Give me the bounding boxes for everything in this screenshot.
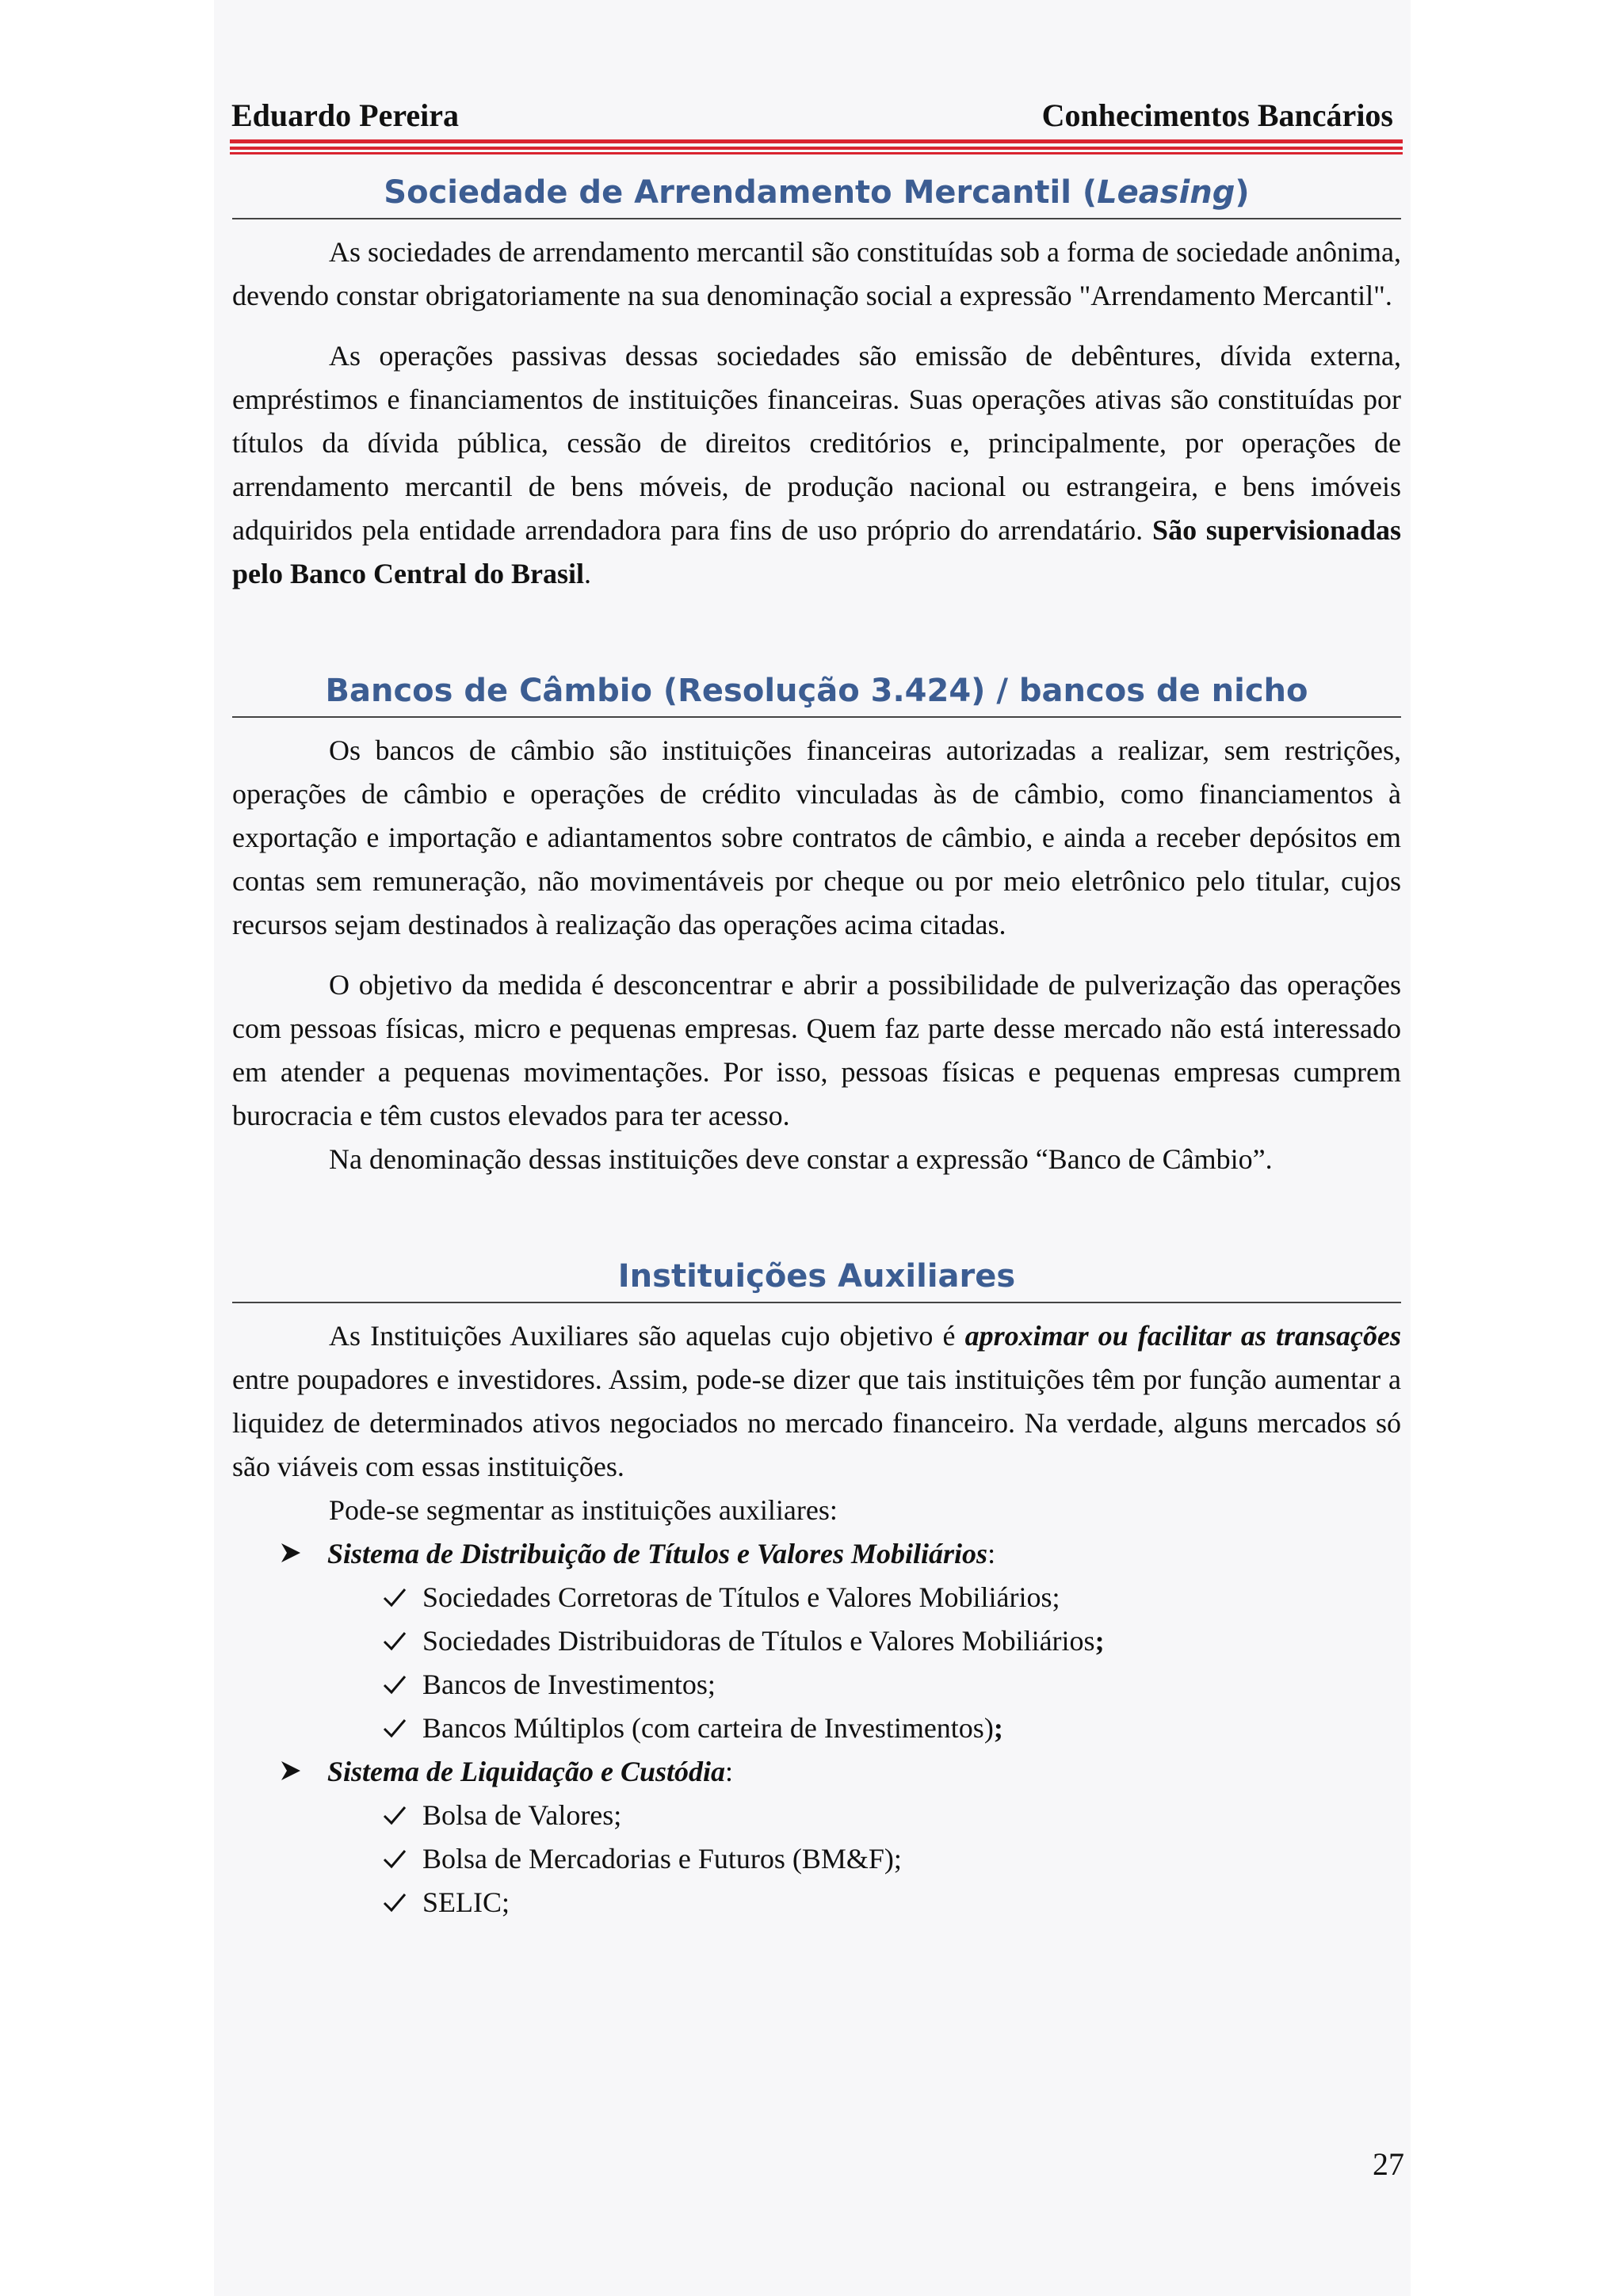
list-group-distribuicao xyxy=(232,1532,1401,1576)
cambio-paragraph-1: Os bancos de câmbio são instituições financeiras autorizadas a realizar, sem restrições, operações de câmbio e operações de crédito vinculadas às de câmbio, como financiamentos à exportação e importação e adiantamentos sobre contratos de câmbio, e ainda a receber depósitos em contas sem remuneração, não movimentáveis por cheque ou por meio eletrônico pelo titular, cujos recursos sejam destinados à realização das operações acima citadas. xyxy=(232,734,1401,940)
checkmark-icon xyxy=(383,1718,407,1738)
section-spacer xyxy=(232,596,1401,669)
list-item-text: Bolsa de Mercadorias e Futuros (BM&F); xyxy=(422,1843,902,1875)
section-title-leasing-text: Sociedade de Arrendamento Mercantil ( xyxy=(384,174,1098,211)
section-title-auxiliares: Instituições Auxiliares xyxy=(232,1254,1401,1303)
auxiliares-paragraph-1-start: As Instituições Auxiliares são aquelas cujo objetivo é xyxy=(329,1320,965,1352)
checkmark-icon xyxy=(383,1587,407,1608)
list-item-text: SELIC; xyxy=(422,1886,510,1918)
section-title-leasing xyxy=(232,170,1401,219)
checkmark-icon xyxy=(383,1630,407,1651)
list-item xyxy=(232,1576,1401,1619)
header-rule-bottom xyxy=(230,152,1403,154)
section-spacer xyxy=(232,1181,1401,1254)
list-group-suffix: : xyxy=(987,1538,996,1569)
header-book-title: Conhecimentos Bancários xyxy=(1041,97,1393,133)
list-item xyxy=(232,1619,1401,1663)
list-item xyxy=(232,1794,1401,1837)
list-item-bold-end: ; xyxy=(993,1712,1003,1744)
section-title-cambio: Bancos de Câmbio (Resolução 3.424) / bancos de nicho xyxy=(232,669,1401,718)
auxiliares-paragraph-2: Pode-se segmentar as instituições auxiliares: xyxy=(329,1494,838,1526)
leasing-paragraph-2-bold: São supervisionadas pelo Banco Central do Brasil xyxy=(232,514,1402,589)
list-item-text: Bancos de Investimentos; xyxy=(422,1669,716,1700)
list-item xyxy=(232,1663,1401,1707)
cambio-paragraph-2: O objetivo da medida é desconcentrar e abrir a possibilidade de pulverização das operações com pessoas físicas, micro e pequenas empresas. Quem faz parte desse mercado não está interessado em atender a pequenas movimentações. Por isso, pessoas físicas e pequenas empresas cumprem burocracia e têm custos elevados para ter acesso. xyxy=(232,969,1401,1131)
leasing-paragraph-2-text: As operações passivas dessas sociedades são emissão de debêntures, dívida externa, empréstimos e financiamentos de instituições financeiras. Suas operações ativas são constituídas por títulos da dívida pública, cessão de direitos creditórios e, principalmente, por operações de arrendamento mercantil de bens móveis, de produção nacional ou estrangeira, e bens imóveis adquiridos pela entidade arrendadora para fins de uso próprio do arrendatário. xyxy=(232,340,1401,546)
header-author: Eduardo Pereira xyxy=(231,97,460,133)
list-item-text: Sociedades Distribuidoras de Títulos e Valores Mobiliários xyxy=(422,1625,1095,1657)
arrow-bullet-icon xyxy=(280,1542,302,1564)
auxiliares-paragraph-1 xyxy=(232,1314,1401,1489)
header-rule-middle xyxy=(230,147,1403,150)
leasing-paragraph-1: As sociedades de arrendamento mercantil são constituídas sob a forma de sociedade anônima, devendo constar obrigatoriamente na sua denominação social a expressão "Arrendamento Mercantil". xyxy=(232,236,1401,311)
list-group-suffix: : xyxy=(725,1756,734,1787)
list-group-label: Sistema de Liquidação e Custódia xyxy=(327,1756,726,1787)
list-group-label: Sistema de Distribuição de Títulos e Valores Mobiliários xyxy=(327,1538,988,1569)
list-item-text: Bolsa de Valores; xyxy=(422,1799,622,1831)
checkmark-icon xyxy=(383,1892,407,1913)
list-item xyxy=(232,1707,1401,1750)
list-group-liquidacao xyxy=(232,1750,1401,1794)
arrow-bullet-icon xyxy=(280,1760,302,1782)
leasing-paragraph-2 xyxy=(232,334,1401,596)
cambio-paragraph-3: Na denominação dessas instituições deve constar a expressão “Banco de Câmbio”. xyxy=(329,1143,1273,1175)
auxiliares-paragraph-1-emphasis: aproximar ou facilitar as transações xyxy=(964,1320,1401,1352)
checkmark-icon xyxy=(383,1848,407,1869)
checkmark-icon xyxy=(383,1674,407,1695)
list-item-bold-end: ; xyxy=(1094,1625,1105,1657)
list-item-text: Bancos Múltiplos (com carteira de Investimentos) xyxy=(422,1712,994,1744)
auxiliares-paragraph-1-end: entre poupadores e investidores. Assim, pode-se dizer que tais instituições têm por função aumentar a liquidez de determinados ativos negociados no mercado financeiro. Na verdade, alguns mercados só são viáveis com essas instituições. xyxy=(232,1363,1401,1482)
header-rule-top xyxy=(230,139,1403,143)
page-number: 27 xyxy=(1373,2146,1404,2182)
list-item xyxy=(232,1881,1401,1924)
section-title-leasing-close: ) xyxy=(1235,174,1250,211)
list-item xyxy=(232,1837,1401,1881)
page-content xyxy=(232,170,1401,1924)
checkmark-icon xyxy=(383,1805,407,1825)
auxiliares-list xyxy=(232,1532,1401,1924)
leasing-paragraph-2-end: . xyxy=(584,558,592,589)
list-item-text: Sociedades Corretoras de Títulos e Valores Mobiliários; xyxy=(422,1581,1060,1613)
section-title-leasing-italic: Leasing xyxy=(1097,174,1235,211)
